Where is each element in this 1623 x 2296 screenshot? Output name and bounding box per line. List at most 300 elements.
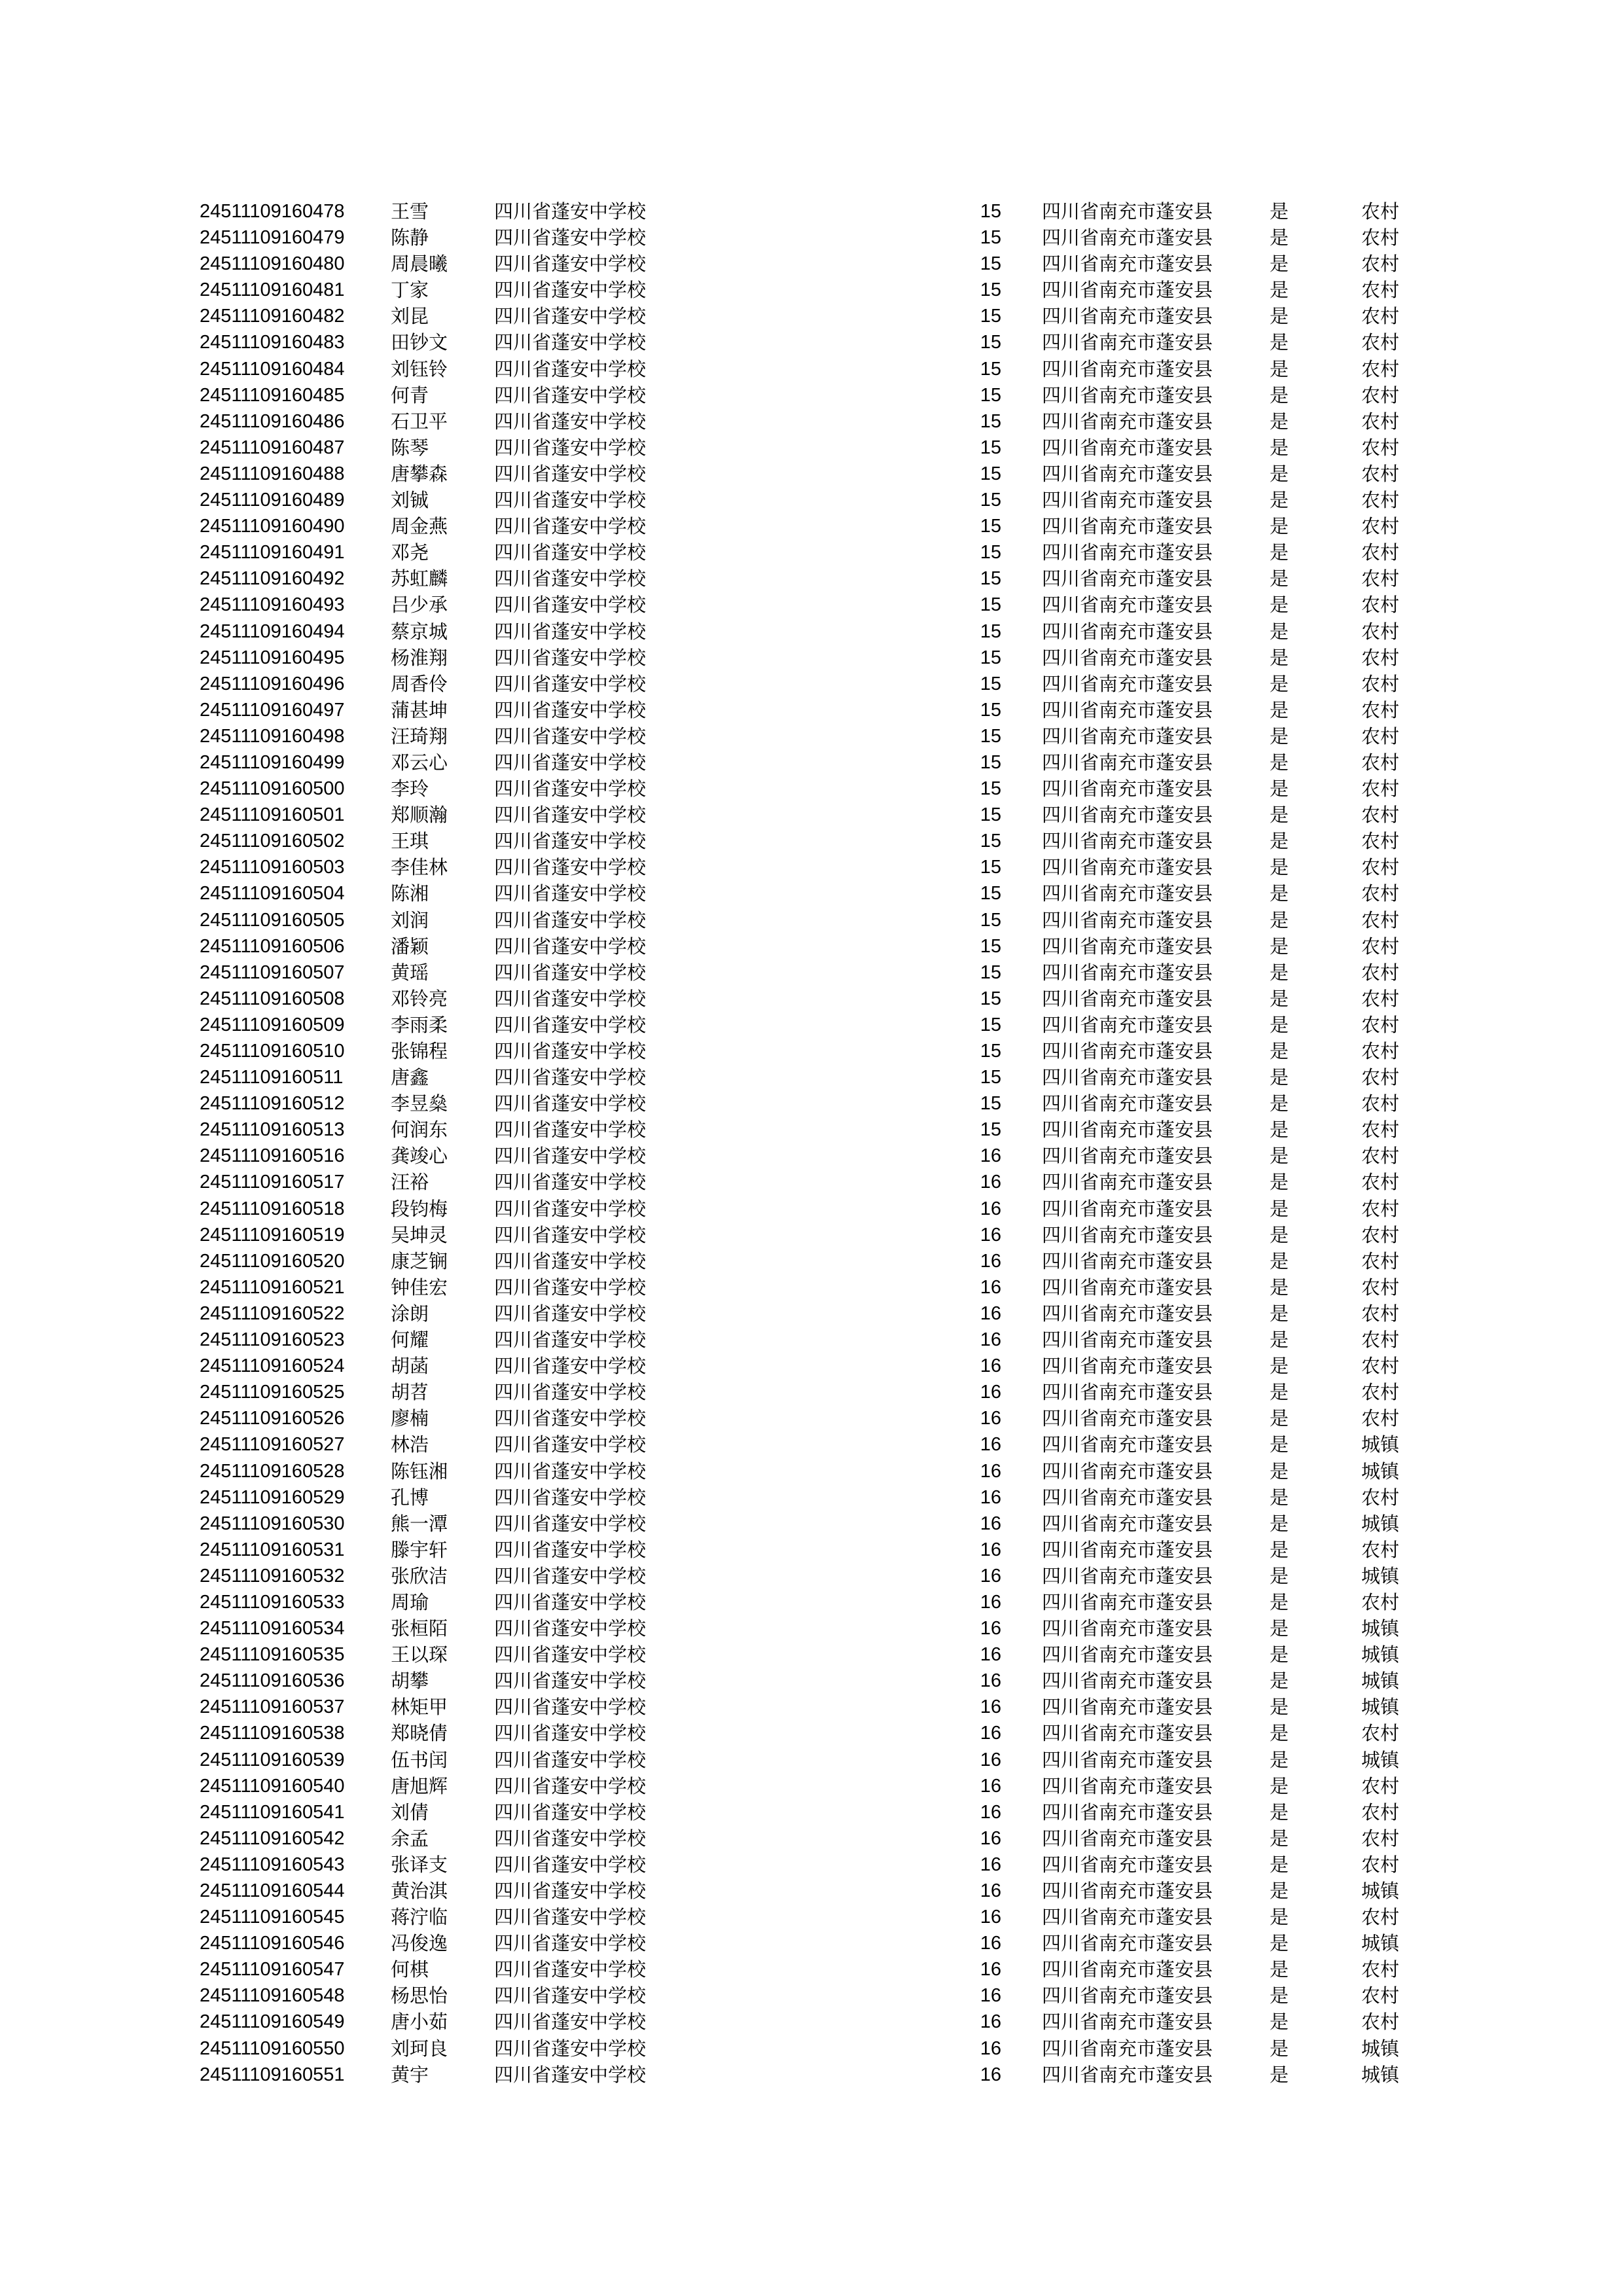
student-id-cell: 24511109160492 [200, 568, 345, 590]
flag-cell: 是 [1270, 1460, 1289, 1482]
student-id-cell: 24511109160486 [200, 410, 345, 432]
table-row [0, 1878, 1623, 1904]
region-cell: 四川省南充市蓬安县 [1042, 2037, 1213, 2060]
region-cell: 四川省南充市蓬安县 [1042, 384, 1213, 406]
region-cell: 四川省南充市蓬安县 [1042, 1984, 1213, 2007]
region-cell: 四川省南充市蓬安县 [1042, 1013, 1213, 1036]
region-cell: 四川省南充市蓬安县 [1042, 1827, 1213, 1850]
hukou-cell: 农村 [1361, 1355, 1400, 1378]
hukou-cell: 农村 [1361, 1801, 1400, 1823]
hukou-cell: 农村 [1361, 882, 1400, 905]
region-cell: 四川省南充市蓬安县 [1042, 1092, 1213, 1115]
age-cell: 16 [980, 1513, 1001, 1534]
student-name-cell: 张欣洁 [391, 1564, 448, 1587]
flag-cell: 是 [1270, 541, 1289, 564]
table-row [0, 907, 1623, 933]
region-cell: 四川省南充市蓬安县 [1042, 1433, 1213, 1456]
student-name-cell: 唐旭辉 [391, 1774, 448, 1797]
age-cell: 16 [980, 1933, 1001, 1954]
age-cell: 16 [980, 1565, 1001, 1587]
flag-cell: 是 [1270, 279, 1289, 302]
flag-cell: 是 [1270, 1276, 1289, 1299]
table-row [0, 1720, 1623, 1746]
flag-cell: 是 [1270, 489, 1289, 512]
hukou-cell: 农村 [1361, 778, 1400, 800]
region-cell: 四川省南充市蓬安县 [1042, 1538, 1213, 1561]
region-cell: 四川省南充市蓬安县 [1042, 489, 1213, 512]
age-cell: 16 [980, 1460, 1001, 1482]
school-cell: 四川省蓬安中学校 [494, 2011, 647, 2034]
hukou-cell: 农村 [1361, 1092, 1400, 1115]
age-cell: 15 [980, 542, 1001, 564]
student-id-cell: 24511109160487 [200, 437, 345, 458]
student-id-cell: 24511109160504 [200, 883, 345, 905]
hukou-cell: 城镇 [1361, 2037, 1400, 2060]
hukou-cell: 农村 [1361, 462, 1400, 485]
flag-cell: 是 [1270, 1670, 1289, 1693]
school-cell: 四川省蓬安中学校 [494, 778, 647, 800]
age-cell: 15 [980, 437, 1001, 458]
school-cell: 四川省蓬安中学校 [494, 384, 647, 406]
region-cell: 四川省南充市蓬安县 [1042, 1617, 1213, 1640]
student-id-cell: 24511109160496 [200, 673, 345, 694]
student-name-cell: 陈静 [391, 226, 429, 249]
table-row [0, 224, 1623, 251]
age-cell: 16 [980, 1145, 1001, 1167]
student-name-cell: 熊一潭 [391, 1512, 448, 1535]
school-cell: 四川省蓬安中学校 [494, 1748, 647, 1771]
age-cell: 15 [980, 463, 1001, 484]
hukou-cell: 农村 [1361, 1197, 1400, 1220]
hukou-cell: 农村 [1361, 935, 1400, 958]
hukou-cell: 农村 [1361, 1040, 1400, 1062]
flag-cell: 是 [1270, 1906, 1289, 1929]
flag-cell: 是 [1270, 1355, 1289, 1378]
region-cell: 四川省南充市蓬安县 [1042, 594, 1213, 617]
table-row [0, 1222, 1623, 1248]
student-id-cell: 24511109160528 [200, 1460, 345, 1482]
age-cell: 16 [980, 1801, 1001, 1823]
student-id-cell: 24511109160547 [200, 1959, 345, 1981]
age-cell: 16 [980, 1434, 1001, 1456]
student-name-cell: 石卫平 [391, 410, 448, 433]
age-cell: 15 [980, 831, 1001, 852]
student-name-cell: 汪琦翔 [391, 725, 448, 747]
table-row [0, 487, 1623, 513]
flag-cell: 是 [1270, 2037, 1289, 2060]
school-cell: 四川省蓬安中学校 [494, 279, 647, 302]
flag-cell: 是 [1270, 567, 1289, 590]
school-cell: 四川省蓬安中学校 [494, 594, 647, 617]
hukou-cell: 农村 [1361, 357, 1400, 380]
school-cell: 四川省蓬安中学校 [494, 1932, 647, 1955]
table-row [0, 1484, 1623, 1511]
hukou-cell: 农村 [1361, 961, 1400, 984]
age-cell: 15 [980, 1119, 1001, 1141]
region-cell: 四川省南充市蓬安县 [1042, 1722, 1213, 1745]
student-name-cell: 胡攀 [391, 1670, 429, 1693]
student-id-cell: 24511109160510 [200, 1041, 345, 1062]
student-name-cell: 胡苕 [391, 1381, 429, 1404]
school-cell: 四川省蓬安中学校 [494, 1617, 647, 1640]
hukou-cell: 农村 [1361, 279, 1400, 302]
flag-cell: 是 [1270, 698, 1289, 721]
student-name-cell: 张桓陌 [391, 1617, 448, 1640]
table-row [0, 1169, 1623, 1195]
school-cell: 四川省蓬安中学校 [494, 1276, 647, 1299]
age-cell: 15 [980, 568, 1001, 590]
flag-cell: 是 [1270, 1853, 1289, 1876]
flag-cell: 是 [1270, 253, 1289, 276]
region-cell: 四川省南充市蓬安县 [1042, 253, 1213, 276]
student-id-cell: 24511109160538 [200, 1723, 345, 1744]
flag-cell: 是 [1270, 1171, 1289, 1194]
student-id-cell: 24511109160549 [200, 2011, 345, 2033]
student-name-cell: 刘钰铃 [391, 357, 448, 380]
age-cell: 16 [980, 1985, 1001, 2007]
region-cell: 四川省南充市蓬安县 [1042, 1748, 1213, 1771]
student-id-cell: 24511109160539 [200, 1749, 345, 1770]
student-name-cell: 钟佳宏 [391, 1276, 448, 1299]
flag-cell: 是 [1270, 856, 1289, 879]
table-row [0, 1038, 1623, 1064]
hukou-cell: 农村 [1361, 1827, 1400, 1850]
student-id-cell: 24511109160534 [200, 1618, 345, 1640]
student-name-cell: 黄治淇 [391, 1880, 448, 1902]
student-id-cell: 24511109160482 [200, 306, 345, 327]
table-row [0, 1274, 1623, 1300]
age-cell: 15 [980, 253, 1001, 275]
student-name-cell: 蔡京城 [391, 620, 448, 643]
age-cell: 15 [980, 1067, 1001, 1088]
hukou-cell: 农村 [1361, 725, 1400, 747]
flag-cell: 是 [1270, 1512, 1289, 1535]
flag-cell: 是 [1270, 357, 1289, 380]
table-row [0, 1196, 1623, 1222]
age-cell: 16 [980, 1591, 1001, 1613]
table-row [0, 251, 1623, 277]
hukou-cell: 农村 [1361, 1276, 1400, 1299]
flag-cell: 是 [1270, 804, 1289, 827]
school-cell: 四川省蓬安中学校 [494, 541, 647, 564]
table-row [0, 1694, 1623, 1720]
hukou-cell: 城镇 [1361, 1564, 1400, 1587]
school-cell: 四川省蓬安中学校 [494, 567, 647, 590]
student-id-cell: 24511109160497 [200, 699, 345, 721]
age-cell: 16 [980, 1854, 1001, 1875]
hukou-cell: 城镇 [1361, 1617, 1400, 1640]
age-cell: 16 [980, 1644, 1001, 1666]
age-cell: 15 [980, 725, 1001, 747]
school-cell: 四川省蓬安中学校 [494, 305, 647, 328]
student-id-cell: 24511109160537 [200, 1696, 345, 1718]
age-cell: 16 [980, 1382, 1001, 1403]
hukou-cell: 农村 [1361, 1329, 1400, 1352]
table-row [0, 1589, 1623, 1615]
table-row [0, 1982, 1623, 2009]
school-cell: 四川省蓬安中学校 [494, 2037, 647, 2060]
student-name-cell: 张锦程 [391, 1040, 448, 1062]
school-cell: 四川省蓬安中学校 [494, 1119, 647, 1141]
school-cell: 四川省蓬安中学校 [494, 1433, 647, 1456]
table-row [0, 828, 1623, 854]
age-cell: 15 [980, 516, 1001, 537]
student-id-cell: 24511109160529 [200, 1486, 345, 1508]
hukou-cell: 农村 [1361, 698, 1400, 721]
student-name-cell: 段钧梅 [391, 1197, 448, 1220]
flag-cell: 是 [1270, 384, 1289, 406]
flag-cell: 是 [1270, 2011, 1289, 2034]
age-cell: 16 [980, 1749, 1001, 1770]
age-cell: 16 [980, 1880, 1001, 1901]
age-cell: 16 [980, 1172, 1001, 1193]
student-name-cell: 刘珂良 [391, 2037, 448, 2060]
school-cell: 四川省蓬安中学校 [494, 200, 647, 223]
region-cell: 四川省南充市蓬安县 [1042, 1302, 1213, 1325]
school-cell: 四川省蓬安中学校 [494, 1145, 647, 1168]
school-cell: 四川省蓬安中学校 [494, 1040, 647, 1062]
student-id-cell: 24511109160535 [200, 1644, 345, 1666]
flag-cell: 是 [1270, 672, 1289, 695]
region-cell: 四川省南充市蓬安县 [1042, 1329, 1213, 1352]
school-cell: 四川省蓬安中学校 [494, 1407, 647, 1430]
table-row [0, 435, 1623, 461]
flag-cell: 是 [1270, 778, 1289, 800]
flag-cell: 是 [1270, 1223, 1289, 1246]
age-cell: 16 [980, 1775, 1001, 1797]
flag-cell: 是 [1270, 1722, 1289, 1745]
table-row [0, 1511, 1623, 1537]
age-cell: 16 [980, 1355, 1001, 1377]
student-list-table [0, 198, 1623, 2088]
age-cell: 16 [980, 1276, 1001, 1298]
hukou-cell: 农村 [1361, 620, 1400, 643]
hukou-cell: 农村 [1361, 646, 1400, 669]
student-id-cell: 24511109160494 [200, 620, 345, 642]
flag-cell: 是 [1270, 1748, 1289, 1771]
student-name-cell: 龚竣心 [391, 1145, 448, 1168]
table-row [0, 1930, 1623, 1956]
student-name-cell: 刘润 [391, 908, 429, 931]
hukou-cell: 城镇 [1361, 1696, 1400, 1719]
table-row [0, 1799, 1623, 1825]
student-id-cell: 24511109160478 [200, 201, 345, 222]
flag-cell: 是 [1270, 1564, 1289, 1587]
flag-cell: 是 [1270, 410, 1289, 433]
region-cell: 四川省南充市蓬安县 [1042, 1643, 1213, 1666]
age-cell: 15 [980, 699, 1001, 721]
flag-cell: 是 [1270, 436, 1289, 459]
flag-cell: 是 [1270, 646, 1289, 669]
table-row [0, 1747, 1623, 1773]
student-name-cell: 周晨曦 [391, 253, 448, 276]
table-row [0, 565, 1623, 592]
hukou-cell: 农村 [1361, 856, 1400, 879]
region-cell: 四川省南充市蓬安县 [1042, 1512, 1213, 1535]
student-id-cell: 24511109160481 [200, 279, 345, 301]
table-row [0, 539, 1623, 565]
age-cell: 15 [980, 804, 1001, 826]
table-row [0, 802, 1623, 828]
flag-cell: 是 [1270, 594, 1289, 617]
school-cell: 四川省蓬安中学校 [494, 1329, 647, 1352]
region-cell: 四川省南充市蓬安县 [1042, 331, 1213, 354]
table-row [0, 1668, 1623, 1694]
school-cell: 四川省蓬安中学校 [494, 725, 647, 747]
student-name-cell: 李玲 [391, 778, 429, 800]
student-id-cell: 24511109160518 [200, 1198, 345, 1219]
flag-cell: 是 [1270, 1827, 1289, 1850]
student-name-cell: 何棋 [391, 1958, 429, 1981]
school-cell: 四川省蓬安中学校 [494, 672, 647, 695]
hukou-cell: 农村 [1361, 489, 1400, 512]
hukou-cell: 农村 [1361, 672, 1400, 695]
table-row [0, 408, 1623, 435]
student-id-cell: 24511109160530 [200, 1513, 345, 1534]
table-row [0, 198, 1623, 224]
region-cell: 四川省南充市蓬安县 [1042, 436, 1213, 459]
student-id-cell: 24511109160533 [200, 1591, 345, 1613]
age-cell: 16 [980, 1907, 1001, 1928]
student-id-cell: 24511109160540 [200, 1775, 345, 1797]
student-name-cell: 何润东 [391, 1119, 448, 1141]
flag-cell: 是 [1270, 305, 1289, 328]
hukou-cell: 农村 [1361, 751, 1400, 774]
student-id-cell: 24511109160536 [200, 1670, 345, 1692]
region-cell: 四川省南充市蓬安县 [1042, 830, 1213, 853]
age-cell: 16 [980, 1329, 1001, 1351]
hukou-cell: 农村 [1361, 1013, 1400, 1036]
age-cell: 15 [980, 201, 1001, 222]
school-cell: 四川省蓬安中学校 [494, 1984, 647, 2007]
student-id-cell: 24511109160488 [200, 463, 345, 484]
student-name-cell: 刘铖 [391, 489, 429, 512]
student-id-cell: 24511109160513 [200, 1119, 345, 1141]
flag-cell: 是 [1270, 1329, 1289, 1352]
table-row [0, 1353, 1623, 1379]
hukou-cell: 农村 [1361, 1853, 1400, 1876]
region-cell: 四川省南充市蓬安县 [1042, 725, 1213, 747]
flag-cell: 是 [1270, 1433, 1289, 1456]
student-name-cell: 唐攀森 [391, 462, 448, 485]
region-cell: 四川省南充市蓬安县 [1042, 1171, 1213, 1194]
table-row [0, 697, 1623, 723]
hukou-cell: 农村 [1361, 594, 1400, 617]
student-name-cell: 邓尧 [391, 541, 429, 564]
hukou-cell: 农村 [1361, 436, 1400, 459]
student-name-cell: 刘倩 [391, 1801, 429, 1823]
flag-cell: 是 [1270, 961, 1289, 984]
flag-cell: 是 [1270, 515, 1289, 538]
student-id-cell: 24511109160524 [200, 1355, 345, 1377]
region-cell: 四川省南充市蓬安县 [1042, 1774, 1213, 1797]
student-name-cell: 黄瑶 [391, 961, 429, 984]
age-cell: 16 [980, 1696, 1001, 1718]
hukou-cell: 农村 [1361, 1249, 1400, 1272]
student-id-cell: 24511109160489 [200, 490, 345, 511]
age-cell: 15 [980, 332, 1001, 353]
flag-cell: 是 [1270, 935, 1289, 958]
school-cell: 四川省蓬安中学校 [494, 620, 647, 643]
student-name-cell: 伍书闰 [391, 1748, 448, 1771]
student-name-cell: 王以琛 [391, 1643, 448, 1666]
hukou-cell: 农村 [1361, 410, 1400, 433]
hukou-cell: 农村 [1361, 541, 1400, 564]
region-cell: 四川省南充市蓬安县 [1042, 804, 1213, 827]
flag-cell: 是 [1270, 1774, 1289, 1797]
hukou-cell: 农村 [1361, 253, 1400, 276]
student-id-cell: 24511109160491 [200, 542, 345, 564]
student-id-cell: 24511109160493 [200, 594, 345, 616]
hukou-cell: 农村 [1361, 200, 1400, 223]
school-cell: 四川省蓬安中学校 [494, 751, 647, 774]
student-name-cell: 林矩甲 [391, 1696, 448, 1719]
region-cell: 四川省南充市蓬安县 [1042, 305, 1213, 328]
region-cell: 四川省南充市蓬安县 [1042, 1670, 1213, 1693]
hukou-cell: 农村 [1361, 567, 1400, 590]
student-name-cell: 李昱燊 [391, 1092, 448, 1115]
age-cell: 16 [980, 1723, 1001, 1744]
age-cell: 15 [980, 358, 1001, 380]
age-cell: 15 [980, 1041, 1001, 1062]
student-id-cell: 24511109160495 [200, 647, 345, 668]
student-id-cell: 24511109160525 [200, 1382, 345, 1403]
hukou-cell: 农村 [1361, 830, 1400, 853]
region-cell: 四川省南充市蓬安县 [1042, 698, 1213, 721]
flag-cell: 是 [1270, 882, 1289, 905]
age-cell: 15 [980, 594, 1001, 616]
school-cell: 四川省蓬安中学校 [494, 2063, 647, 2086]
flag-cell: 是 [1270, 1302, 1289, 1325]
table-row [0, 1012, 1623, 1038]
age-cell: 16 [980, 1486, 1001, 1508]
student-name-cell: 王琪 [391, 830, 429, 853]
flag-cell: 是 [1270, 751, 1289, 774]
region-cell: 四川省南充市蓬安县 [1042, 1066, 1213, 1089]
student-name-cell: 廖楠 [391, 1407, 429, 1430]
school-cell: 四川省蓬安中学校 [494, 698, 647, 721]
student-id-cell: 24511109160503 [200, 857, 345, 878]
table-row [0, 1956, 1623, 1982]
student-name-cell: 蒋泞临 [391, 1906, 448, 1929]
student-name-cell: 余孟 [391, 1827, 429, 1850]
student-name-cell: 吴坤灵 [391, 1223, 448, 1246]
region-cell: 四川省南充市蓬安县 [1042, 987, 1213, 1010]
hukou-cell: 农村 [1361, 331, 1400, 354]
age-cell: 16 [980, 1224, 1001, 1246]
flag-cell: 是 [1270, 1801, 1289, 1823]
school-cell: 四川省蓬安中学校 [494, 1590, 647, 1613]
school-cell: 四川省蓬安中学校 [494, 1827, 647, 1850]
school-cell: 四川省蓬安中学校 [494, 1013, 647, 1036]
student-name-cell: 滕宇轩 [391, 1538, 448, 1561]
age-cell: 15 [980, 647, 1001, 668]
flag-cell: 是 [1270, 1145, 1289, 1168]
hukou-cell: 农村 [1361, 1906, 1400, 1929]
student-id-cell: 24511109160502 [200, 831, 345, 852]
school-cell: 四川省蓬安中学校 [494, 1801, 647, 1823]
region-cell: 四川省南充市蓬安县 [1042, 2063, 1213, 2086]
age-cell: 15 [980, 1093, 1001, 1115]
region-cell: 四川省南充市蓬安县 [1042, 357, 1213, 380]
age-cell: 16 [980, 1198, 1001, 1219]
student-name-cell: 何青 [391, 384, 429, 406]
school-cell: 四川省蓬安中学校 [494, 436, 647, 459]
hukou-cell: 农村 [1361, 1958, 1400, 1981]
flag-cell: 是 [1270, 1880, 1289, 1902]
flag-cell: 是 [1270, 462, 1289, 485]
region-cell: 四川省南充市蓬安县 [1042, 1223, 1213, 1246]
